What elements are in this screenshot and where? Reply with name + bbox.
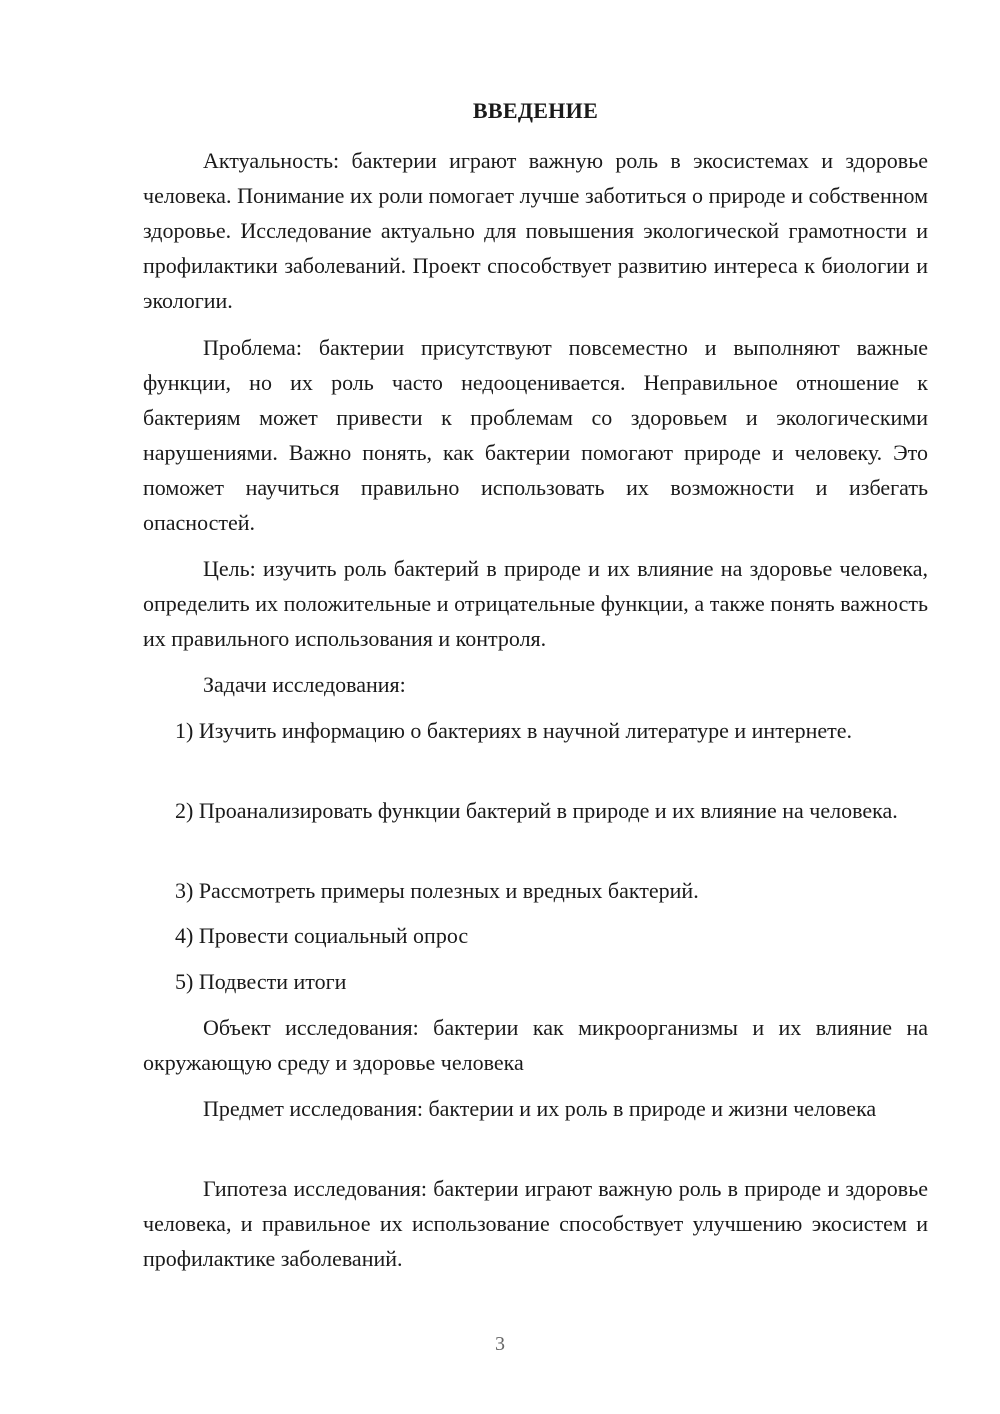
subject-paragraph: Предмет исследования: бактерии и их роль в природе и жизни человека	[203, 1096, 877, 1121]
relevance-paragraph: Актуальность: бактерии играют важную роль в экосистемах и здоровье человека. Понимание их роли помогает лучше заботиться о природе и собственном здоровье. Исследование актуально для повышения экологической грамотности и профилактики заболеваний. Проект способствует развитию интереса к биологии и экологии.	[143, 148, 928, 313]
task-item-1: 1) Изучить информацию о бактериях в научной литературе и интернете.	[175, 718, 852, 743]
section-title: ВВЕДЕНИЕ	[472, 98, 599, 123]
task-item-3: 3) Рассмотреть примеры полезных и вредных бактерий.	[175, 878, 699, 903]
object-paragraph: Объект исследования: бактерии как микроорганизмы и их влияние на окружающую среду и здоровье человека	[143, 1015, 928, 1075]
task-item-4: 4) Провести социальный опрос	[175, 923, 469, 948]
problem-paragraph: Проблема: бактерии присутствуют повсеместно и выполняют важные функции, но их роль часто недооценивается. Неправильное отношение к бактериям может привести к проблемам со здоровьем и экологическими нарушениями. Важно понять, как бактерии помогают природе и человеку. Это поможет научиться правильно использовать их возможности и избегать опасностей.	[143, 335, 928, 535]
task-item-5: 5) Подвести итоги	[175, 969, 347, 994]
hypothesis-paragraph: Гипотеза исследования: бактерии играют важную роль в природе и здоровье человека, и правильное их использование способствует улучшению экосистем и профилактике заболеваний.	[143, 1176, 928, 1271]
page-number: 3	[495, 1333, 505, 1355]
goal-paragraph: Цель: изучить роль бактерий в природе и их влияние на здоровье человека, определить их положительные и отрицательные функции, а также понять важность их правильного использования и контроля.	[143, 556, 928, 651]
tasks-heading: Задачи исследования:	[203, 672, 406, 697]
task-item-2: 2) Проанализировать функции бактерий в природе и их влияние на человека.	[175, 798, 898, 823]
